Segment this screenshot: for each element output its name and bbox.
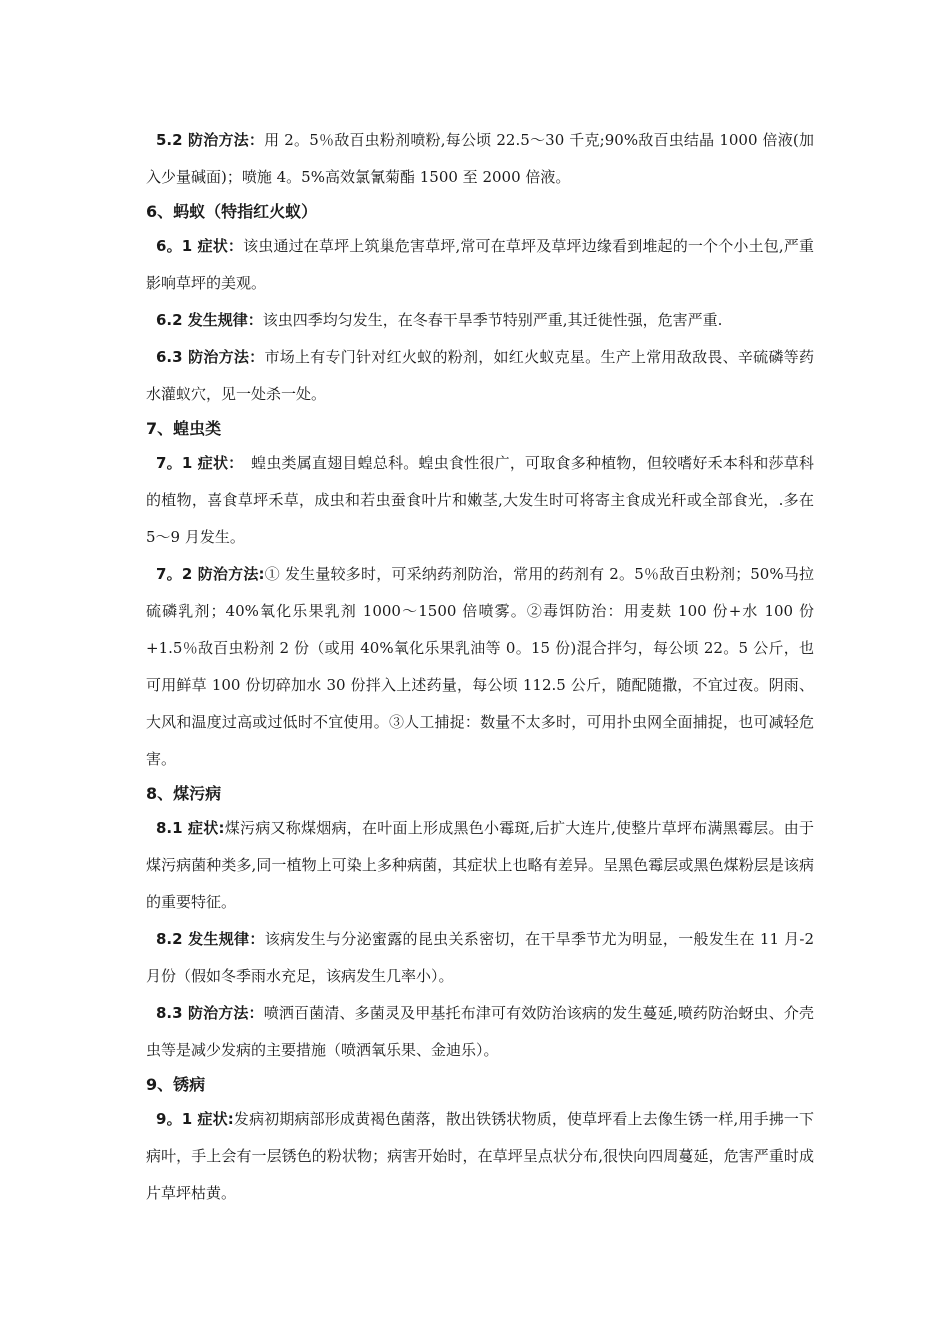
section-8-1-label: 8.1 症状:: [156, 819, 225, 837]
section-9-1-label: 9。1 症状:: [156, 1110, 234, 1128]
section-8-2-text: 该病发生与分泌蜜露的昆虫关系密切，在干旱季节尤为明显，一般发生在 11 月-2 月份（假如冬季雨水充足，该病发生几率小）。: [146, 930, 814, 985]
section-8-3-paragraph: [146, 995, 814, 1069]
section-8-1-paragraph: [146, 810, 814, 921]
section-6-1-text: 该虫通过在草坪上筑巢危害草坪,常可在草坪及草坪边缘看到堆起的一个个小土包,严重影响草坪的美观。: [146, 237, 814, 292]
section-5-2-text: 用 2。5％敌百虫粉剂喷粉,每公顷 22.5～30 千克;90%敌百虫结晶 1000 倍液(加入少量碱面)；喷施 4。5%高效氯氰菊酯 1500 至 2000 倍液。: [146, 131, 815, 186]
section-6-3-text: 市场上有专门针对红火蚁的粉剂，如红火蚁克星。生产上常用敌敌畏、辛硫磷等药水灌蚁穴，见一处杀一处。: [146, 348, 814, 403]
section-7-2-paragraph: [146, 556, 814, 778]
section-8-3-text: 喷洒百菌清、多菌灵及甲基托布津可有效防治该病的发生蔓延,喷药防治蚜虫、介壳虫等是减少发病的主要措施（喷洒氧乐果、金迪乐）。: [146, 1004, 814, 1059]
section-8-2-label: 8.2 发生规律：: [156, 930, 265, 948]
section-7-1-text: 蝗虫类属直翅目蝗总科。蝗虫食性很广，可取食多种植物，但较嗜好禾本科和莎草科的植物，喜食草坪禾草，成虫和若虫蚕食叶片和嫩茎,大发生时可将寄主食成光秆或全部食光，.多在 5～9 月发生。: [146, 454, 814, 546]
section-6-3-paragraph: [146, 339, 814, 413]
section-5-2-paragraph: [146, 122, 814, 196]
section-7-heading: 7、蝗虫类: [146, 419, 222, 438]
section-6-heading: 6、蚂蚁（特指红火蚁）: [146, 202, 318, 221]
section-8-2-paragraph: [146, 921, 814, 995]
section-7-1-paragraph: [146, 445, 814, 556]
section-7-2-text: ① 发生量较多时，可采纳药剂防治，常用的药剂有 2。5％敌百虫粉剂；50%马拉硫磷乳剂；40%氧化乐果乳剂 1000～1500 倍喷雾。②毒饵防治：用麦麸 100 份+水 100 份+1.5％敌百虫粉剂 2 份（或用 40%氧化乐果乳油等 0。15 份)混合拌匀，每公顷 22。5 公斤，也可用鲜草 100 份切碎加水 30 份拌入上述药量，每公顷 112.5 公斤，随配随撒，不宜过夜。阴雨、大风和温度过高或过低时不宜使用。③人工捕捉：数量不太多时，可用扑虫网全面捕捉，也可减轻危害。: [146, 565, 814, 768]
section-9-1-paragraph: [146, 1101, 814, 1212]
document-body: [146, 122, 814, 1212]
section-9-heading: 9、锈病: [146, 1075, 206, 1094]
section-8-3-label: 8.3 防治方法：: [156, 1004, 264, 1022]
section-6-3-label: 6.3 防治方法：: [156, 348, 265, 366]
section-6-1-paragraph: [146, 228, 814, 302]
section-9-1-text: 发病初期病部形成黄褐色菌落，散出铁锈状物质，使草坪看上去像生锈一样,用手拂一下病叶，手上会有一层锈色的粉状物；病害开始时，在草坪呈点状分布,很快向四周蔓延，危害严重时成片草坪枯黄。: [146, 1110, 814, 1202]
section-8-heading: 8、煤污病: [146, 784, 222, 803]
section-6-2-label: 6.2 发生规律：: [156, 311, 263, 329]
section-5-2-label: 5.2 防治方法：: [156, 131, 265, 149]
section-7-2-label: 7。2 防治方法:: [156, 565, 265, 583]
section-8-1-text: 煤污病又称煤烟病，在叶面上形成黑色小霉斑,后扩大连片,使整片草坪布满黑霉层。由于煤污病菌种类多,同一植物上可染上多种病菌，其症状上也略有差异。呈黑色霉层或黑色煤粉层是该病的重要特征。: [146, 819, 814, 911]
section-6-2-paragraph: [146, 302, 814, 339]
section-7-1-label: 7。1 症状：: [156, 454, 236, 472]
section-6-2-text: 该虫四季均匀发生，在冬春干旱季节特别严重,其迁徙性强，危害严重.: [262, 311, 723, 329]
section-6-1-label: 6。1 症状：: [156, 237, 244, 255]
